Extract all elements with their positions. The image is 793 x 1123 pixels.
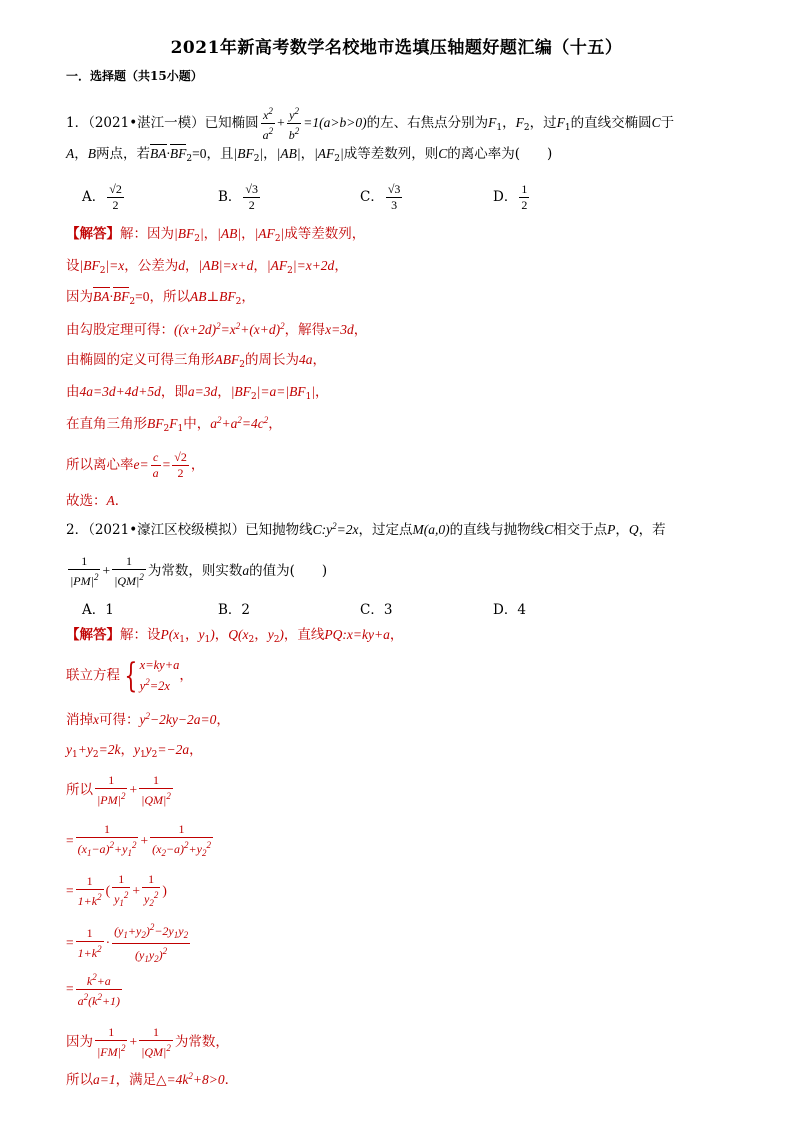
- s2-line1: 【解答】解：设$P(x_1$，$y_1$)，$Q(x_2$，$y_2$)，直线PQ:x=ky+a，: [66, 627, 404, 645]
- q2-stem-line2: $\frac{1}{|PM|^2}$ + $\frac{1}{|QM|^2}$ 为常数，则实数a的值为( ): [70, 554, 328, 588]
- s2-line4: $y_1+y_2=2k$，$y_1y_2=-2a$，: [66, 742, 203, 760]
- s2-line11: 所以a=1，满足$\triangle=4k^2+8>0$．: [66, 1071, 239, 1088]
- s2-line7: = $\frac{1}{1+k^2}$ ( $\frac{1}{y_1^2}$ + $\frac{1}{y_2^2}$ ): [66, 872, 167, 908]
- s2-line2: 联立方程 { x=ky+a $y^2=2x$ ，: [66, 656, 193, 696]
- s1-line7: 在直角三角形$BF_2F_1$中，$a^2+a^2=4c^2$，: [66, 415, 282, 434]
- s2-line9: = $\frac{k^2+a}{a^2(k^2+1)}$: [66, 972, 121, 1008]
- s2-line5: 所以 $\frac{1}{|PM|^2}$ + $\frac{1}{|QM|^2}$: [66, 773, 171, 807]
- q1-stem-line2: A，B两点，若$BA\cdot BF_2=0$，且$|BF_2|$，|AB|，$|AF_2|$成等差数列，则C的离心率为( ): [66, 146, 553, 164]
- s2-line3: 消掉x可得：$y^2-2ky-2a=0$，: [66, 711, 230, 728]
- q2-stem-line1: 2．（2021•濠江区校级模拟）已知抛物线$C:y^2=2x$，过定点M(a,0)的直线与抛物线C相交于点P，Q，若: [66, 521, 666, 538]
- s2-line6: = $\frac{1}{(x_1-a)^2+y_1^2}$ + $\frac{1}{(x_2-a)^2+y_2^2}$: [66, 822, 211, 858]
- s1-line3: 因为$BA\cdot BF_2=0$，所以$AB\perp BF_2$，: [66, 289, 255, 307]
- q2-option-b[interactable]: B．2: [218, 602, 251, 618]
- s2-line8: = $\frac{1}{1+k^2}$ · $\frac{(y_1+y_2)^2-2y_1y_2}{(y_1y_2)^2}$: [66, 922, 189, 964]
- s1-line5: 由椭圆的定义可得三角形$ABF_2$的周长为4a，: [66, 352, 326, 370]
- page-title: 2021年新高考数学名校地市选填压轴题好题汇编（十五）: [170, 38, 623, 58]
- s1-line4: 由勾股定理可得：($(x+2d)^2=x^2+(x+d)^2$，解得x=3d，: [66, 321, 368, 338]
- q1-option-c[interactable]: C． $\frac{√3}{3}$: [360, 182, 401, 212]
- s2-line10: 因为 $\frac{1}{|FM|^2}$ + $\frac{1}{|QM|^2}$ 为常数，: [66, 1025, 229, 1059]
- s1-line8: 所以离心率e= $\frac{c}{a}$ = $\frac{√2}{2}$ ，: [66, 450, 205, 480]
- q1-stem-line1: 1．（2021•湛江一模）已知椭圆 $\frac{x^2}{a^2}$ + $\frac{y^2}{b^2}$ =1(a>b>0)的左、右焦点分别为$F_1$，$F_2$，过$F_1$的直线交椭圆C于: [66, 106, 675, 142]
- section-heading: 一．选择题（共15小题）: [66, 69, 203, 83]
- q2-option-a[interactable]: A．1: [82, 602, 114, 618]
- q2-option-c[interactable]: C．3: [360, 602, 393, 618]
- s1-line6: 由4a=3d+4d+5d，即a=3d，$|BF_2|=a=|BF_1|$，: [66, 384, 329, 402]
- q1-option-a[interactable]: A． $\frac{√2}{2}$: [82, 182, 122, 212]
- s1-line2: 设$|BF_2|=x$，公差为d，|AB|=x+d，$|AF_2|=x+2d$，: [66, 258, 348, 276]
- q1-option-b[interactable]: B． $\frac{√3}{2}$: [218, 182, 259, 212]
- q1-option-d[interactable]: D． $\frac{1}{2}$: [493, 182, 528, 212]
- s1-line1: 【解答】解：因为$|BF_2|$，|AB|，$|AF_2|$成等差数列，: [66, 226, 366, 244]
- s1-conclusion: 故选：A．: [66, 493, 129, 509]
- q2-option-d[interactable]: D．4: [493, 602, 526, 618]
